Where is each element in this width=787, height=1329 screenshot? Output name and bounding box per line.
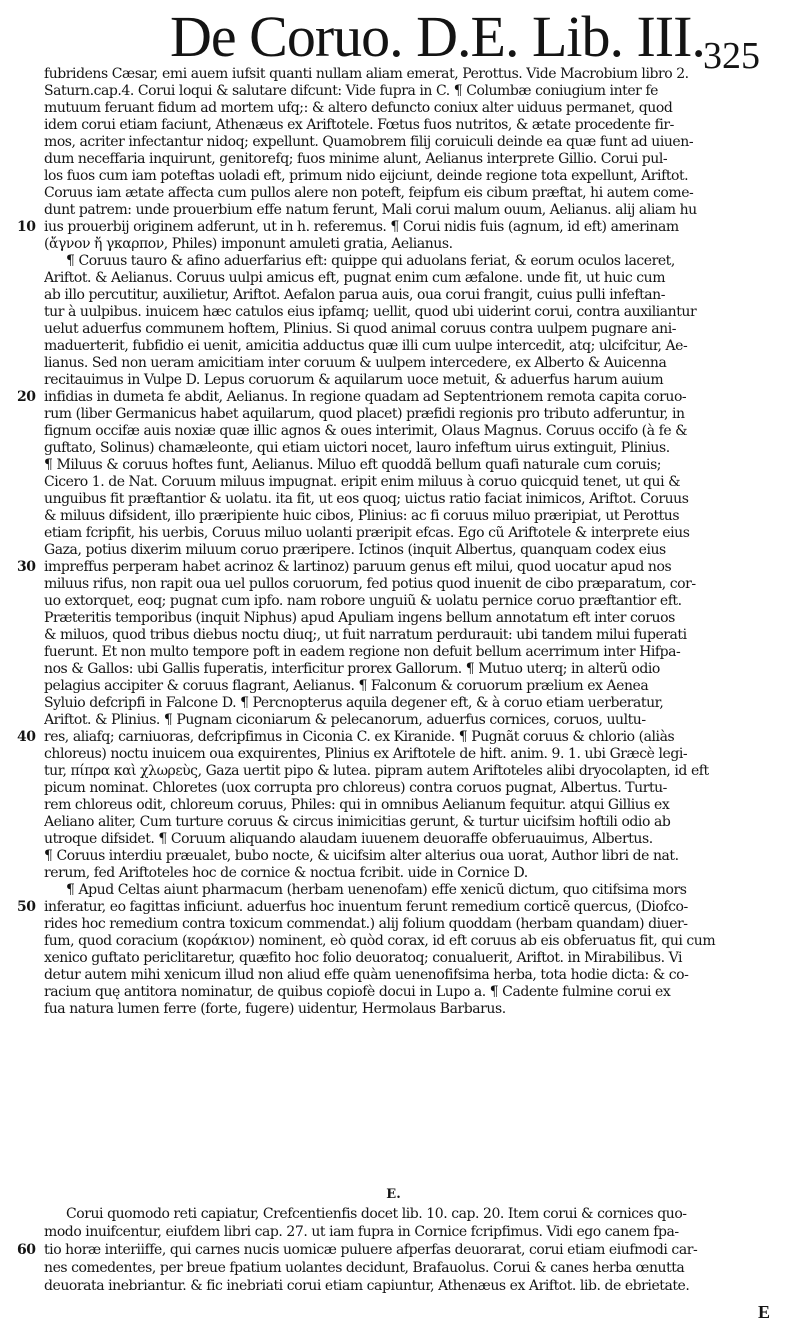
text-line-content: tio horæ interiiffe, qui carnes nucis uomicæ puluere afperfas deuorarat, corui etiam eiufmodi car- [44, 1242, 698, 1258]
text-line-content: inferatur, eo fagittas inficiunt. aduerfus hoc inuentum ferunt remedium corticẽ quercus, (Diofco- [44, 899, 688, 915]
text-line: fignum occifæ auis noxiæ quæ illic agnos & oues interimit, Olaus Magnus. Coruus occifo (à fe & [44, 423, 688, 439]
text-line: nes comedentes, per breue fpatium uolantes decidunt, Brafauolus. Corui & canes herba œnutta [44, 1260, 685, 1276]
text-line: etiam fcripfit, his uerbis, Coruus miluo uolanti præripit efcas. Ego cũ Ariftotele & interprete eius [44, 525, 690, 541]
text-line: xenico guftato periclitaretur, quæfito hoc folio deuoratoq; conualuerit, Ariftot. in Mirabilibus. Vi [44, 950, 683, 966]
text-line: los fuos cum iam poteftas uoladi eft, primum nido eijciunt, deinde regione tota expellunt, Ariftot. [44, 168, 689, 184]
page-title: De Coruo. D.E. Lib. III. [170, 4, 705, 69]
text-line: modo inuifcentur, eiufdem libri cap. 27. ut iam fupra in Cornice fcripfimus. Vidi ego canem fpa- [44, 1224, 679, 1240]
text-line: chloreus) noctu inuicem oua exquirentes, Plinius ex Ariftotele de hift. anim. 9. 1. ubi Græcè legi- [44, 746, 688, 762]
text-line: ¶ Coruus tauro & afino aduerfarius eft: quippe qui aduolans feriat, & eorum oculos laceret, [66, 253, 675, 269]
text-line: Aeliano aliter, Cum turture coruus & circus inimicitias gerunt, & turtur uicifsim hoftili odio ab [44, 814, 671, 830]
text-line-10: 10 ius prouerbij originem adferunt, ut in h. referemus. ¶ Corui nidis fuis (agnum, id eft) amerinam [17, 219, 679, 235]
signature-mark: E [758, 1302, 771, 1322]
section-e-text [17, 1205, 770, 1295]
section-heading-e: E. [386, 1187, 401, 1202]
text-line: Corui quomodo reti capiatur, Crefcentienfis docet lib. 10. cap. 20. Item corui & cornices quo- [66, 1206, 687, 1222]
text-line: miluus rifus, non rapit oua uel pullos coruorum, fed potius quod inuenit de cibo præparatum, cor- [44, 576, 696, 592]
text-line: idem corui etiam faciunt, Athenæus ex Ariftotele. Fœtus fuos nutritos, & ætate procedente fir- [44, 117, 674, 133]
text-line: & miluus difsident, illo præripiente huic cibos, Plinius: ac fi coruus miluo præripiat, ut Perottus [44, 508, 680, 524]
text-line: tur, πίπρα καὶ χλωρεὺς, Gaza uertit pipo & lutea. pipram autem Ariftoteles alibi dryocolapten, id eft [44, 763, 709, 779]
text-line: Syluio defcripfi in Falcone D. ¶ Percnopterus aquila degener eft, & à coruo etiam uerberatur, [44, 695, 664, 711]
text-line: pelagius accipiter & coruus flagrant, Aelianus. ¶ Falconum & coruorum prælium ex Aenea [44, 678, 649, 694]
text-line: ¶ Coruus interdiu præualet, bubo nocte, & uicifsim alter alterius oua uorat, Author libri de nat. [44, 848, 679, 864]
text-line-40: 40 res, aliafq; carniuoras, defcripfimus in Ciconia C. ex Kiranide. ¶ Pugnãt coruus & chlorio (aliàs [17, 729, 675, 745]
text-line: racium quę antitora nominatur, de quibus copiofè docui in Lupo a. ¶ Cadente fulmine corui ex [44, 984, 671, 1000]
text-line: ¶ Apud Celtas aiunt pharmacum (herbam uenenofam) effe xenicũ dictum, quo citifsima mors [66, 882, 687, 898]
text-line: picum nominat. Chloretes (uox corrupta pro chloreus) contra coruos pugnat, Albertus. Turtu- [44, 780, 667, 796]
text-line: unguibus fit præftantior & uolatu. ita fit, ut eos quoq; uictus ratio faciat inimicos, Ariftot. Coruus [44, 491, 689, 507]
text-line: fuerunt. Et non multo tempore poft in eadem regione non defuit bellum acerrimum inter Hifpa- [44, 644, 681, 660]
text-line: mos, acriter infectantur nidoq; expellunt. Quamobrem filij coruiculi deinde ea quæ funt ad uiuen- [44, 134, 694, 150]
text-line: nos & Gallos: ubi Gallis fuperatis, interficitur prorex Gallorum. ¶ Mutuo uterq; in alterũ odio [44, 661, 660, 677]
text-line-content: impreffus perperam habet acrinoz & lartinoz) paruum genus eft milui, quod uocatur apud nos [44, 559, 672, 575]
text-line-30: 30 impreffus perperam habet acrinoz & lartinoz) paruum genus eft milui, quod uocatur apud nos [17, 559, 672, 575]
text-line: fum, quod coracium (κοράκιον) nominent, eò quòd corax, id eft coruus ab eis obferuatus fit, qui cum [44, 933, 716, 949]
text-line: fubridens Cæsar, emi auem iufsit quanti nullam aliam emerat, Perottus. Vide Macrobium libro 2. [44, 66, 689, 82]
page-number: 325 [703, 35, 760, 77]
text-line-50: 50 inferatur, eo fagittas inficiunt. aduerfus hoc inuentum ferunt remedium corticẽ quercus, (Diofco- [17, 899, 688, 915]
text-line: uelut aduerfus communem hoftem, Plinius. Si quod animal coruus contra uulpem pugnare ani- [44, 321, 677, 337]
text-line: ab illo percutitur, auxilietur, Ariftot. Aefalon parua auis, oua corui frangit, cuius pulli infeftan- [44, 287, 666, 303]
text-line: rum (liber Germanicus habet aquilarum, quod placet) præfidi regionis pro tributo adferuntur, in [44, 406, 685, 422]
text-line: rerum, fed Ariftoteles hoc de cornice & noctua fcribit. uide in Cornice D. [44, 865, 528, 881]
text-line: rides hoc remedium contra toxicum commendat.) alij folium quoddam (herbam quandam) diuer- [44, 916, 688, 932]
text-line: ¶ Miluus & coruus hoftes funt, Aelianus. Miluo eft quoddã bellum quafi naturale cum coruis; [44, 457, 662, 473]
text-line: utroque difsidet. ¶ Coruum aliquando alaudam iuuenem deuoraffe obferuauimus, Albertus. [44, 831, 653, 847]
section-d-text [17, 66, 770, 1018]
text-line: dunt patrem: unde prouerbium effe natum ferunt, Mali corui malum ouum, Aelianus. alij aliam hu [44, 202, 697, 218]
text-line: tur à uulpibus. inuicem hæc catulos eius ipfamq; uellit, quod ubi uiderint corui, contra auxiliantur [44, 304, 697, 320]
text-line: detur autem mihi xenicum illud non aliud effe quàm uenenofifsima herba, tota hodie dicta: & co- [44, 967, 689, 983]
text-line: Cicero 1. de Nat. Coruum miluus impugnat. eripit enim miluus à coruo quicquid tenet, ut qui & [44, 474, 681, 490]
text-line: Præteritis temporibus (inquit Niphus) apud Apuliam ingens bellum annotatum eft inter coruos [44, 610, 675, 626]
text-line: uo extorquet, eoq; pugnat cum ipfo. nam robore unguiũ & uolatu pernice coruo præftantior eft. [44, 593, 682, 609]
text-line: mutuum feruant fidum ad mortem ufq;: & altero defuncto coniux alter uiduus permanet, quod [44, 100, 673, 116]
text-line: deuorata inebriantur. & fic inebriati corui etiam capiuntur, Athenæus ex Ariftot. lib. de ebrietate. [44, 1278, 690, 1294]
text-line-20: 20 infidias in dumeta fe abdit, Aelianus. In regione quadam ad Septentrionem remota capita coruo- [17, 389, 687, 405]
text-line-content: infidias in dumeta fe abdit, Aelianus. In regione quadam ad Septentrionem remota capita coruo- [44, 389, 687, 405]
text-line: lianus. Sed non ueram amicitiam inter coruum & uulpem intercedere, ex Alberto & Auicenna [44, 355, 667, 371]
text-line: dum neceffaria inquirunt, genitorefq; fuos minime alunt, Aelianus interprete Gillio. Corui pul- [44, 151, 668, 167]
text-line-60: 60 tio horæ interiiffe, qui carnes nucis uomicæ puluere afperfas deuorarat, corui etiam eiufmodi car- [17, 1242, 698, 1258]
text-line: fua natura lumen ferre (forte, fugere) uidentur, Hermolaus Barbarus. [44, 1001, 506, 1017]
text-line: (ἄγνον ἤ γκαρπον, Philes) imponunt amuleti gratia, Aelianus. [44, 236, 453, 252]
text-line: Gaza, potius dixerim miluum coruo præripere. Ictinos (inquit Albertus, quanquam codex eius [44, 542, 666, 558]
text-line-content: res, aliafq; carniuoras, defcripfimus in Ciconia C. ex Kiranide. ¶ Pugnãt coruus & chlorio (aliàs [44, 729, 675, 745]
text-line: Ariftot. & Plinius. ¶ Pugnam ciconiarum & pelecanorum, aduerfus cornices, coruos, uultu- [44, 712, 646, 728]
text-line: rem chloreus odit, chloreum coruus, Philes: qui in omnibus Aelianum fequitur. atqui Gillius ex [44, 797, 670, 813]
text-line: Coruus iam ætate affecta cum pullos alere non poteft, feipfum eis cibum præftat, hi autem come- [44, 185, 694, 201]
text-line-content: ius prouerbij originem adferunt, ut in h. referemus. ¶ Corui nidis fuis (agnum, id eft) amerinam [44, 219, 679, 235]
text-line: maduerterit, fubfidio ei uenit, amicitia adductus quæ illi cum uulpe intercedit, atq; ulcifcitur, Ae- [44, 338, 688, 354]
text-line: & miluos, quod tribus diebus noctu diuq;, ut fuit narratum perdurauit: ubi tandem milui fuperati [44, 627, 687, 643]
text-line: recitauimus in Vulpe D. Lepus coruorum & aquilarum uoce metuit, & aduerfus harum auium [44, 372, 664, 388]
text-line: guftato, Solinus) chamæleonte, qui etiam uictori nocet, lauro infeftum uirus extinguit, Plinius. [44, 440, 670, 456]
text-line: Saturn.cap.4. Corui loqui & salutare difcunt: Vide fupra in C. ¶ Columbæ coniugium inter fe [44, 83, 658, 99]
text-line: Ariftot. & Aelianus. Coruus uulpi amicus eft, pugnat enim cum æfalone. unde fit, ut huic cum [44, 270, 666, 286]
